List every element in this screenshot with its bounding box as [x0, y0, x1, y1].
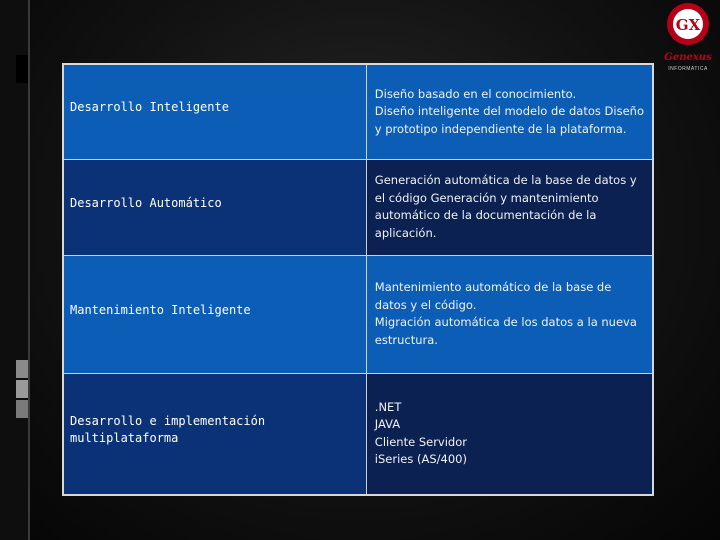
description-line: Migración automática de los datos a la nueva: [374, 315, 637, 329]
row-label-cell: [63, 255, 366, 373]
description-line: .NET: [374, 399, 402, 414]
description-line: Cliente Servidor: [374, 434, 467, 449]
description-line: JAVA: [374, 417, 401, 432]
slide-marker-gray: [16, 380, 28, 398]
table-row: [63, 255, 653, 373]
description-line: y prototipo independiente de la plataforma.: [374, 121, 627, 136]
description-line: datos y el código.: [374, 297, 477, 312]
genexus-logo: [658, 2, 718, 76]
row-description-cell: [366, 373, 653, 495]
slide-marker-gray: [16, 360, 28, 378]
left-divider-line: [28, 0, 30, 540]
row-label-cell: [63, 373, 366, 495]
row-label-cell: [63, 159, 366, 255]
table-row: [63, 64, 653, 159]
row-label: Desarrollo Automático: [70, 195, 222, 210]
row-label-cell: [63, 64, 366, 159]
description-line: Mantenimiento automático de la base de: [374, 280, 612, 294]
logo-text: GX: [675, 16, 701, 34]
description-line: aplicación.: [374, 225, 437, 240]
description-line: automático de la documentación de la: [374, 208, 597, 222]
slide-marker-gray: [16, 400, 28, 418]
description-line: iSeries (AS/400): [374, 452, 467, 467]
row-label: Desarrollo e implementación multiplataforma: [70, 413, 266, 445]
table-row: [63, 159, 653, 255]
logo-subcaption: INFORMATICA: [668, 66, 708, 72]
slide-marker-black: [16, 55, 28, 83]
row-description-cell: [366, 255, 653, 373]
description-line: Diseño inteligente del modelo de datos Diseño: [374, 104, 644, 118]
features-table: [62, 63, 654, 496]
logo-caption: Genexus: [664, 52, 712, 63]
description-line: Diseño basado en el conocimiento.: [374, 86, 577, 101]
table-row: [63, 373, 653, 495]
description-line: el código Generación y mantenimiento: [374, 190, 599, 205]
row-description-cell: [366, 64, 653, 159]
row-label: Desarrollo Inteligente: [70, 100, 229, 115]
row-label: Mantenimiento Inteligente: [70, 302, 251, 317]
description-line: estructura.: [374, 332, 438, 347]
description-line: Generación automática de la base de datos y: [374, 173, 637, 187]
row-description-cell: [366, 159, 653, 255]
